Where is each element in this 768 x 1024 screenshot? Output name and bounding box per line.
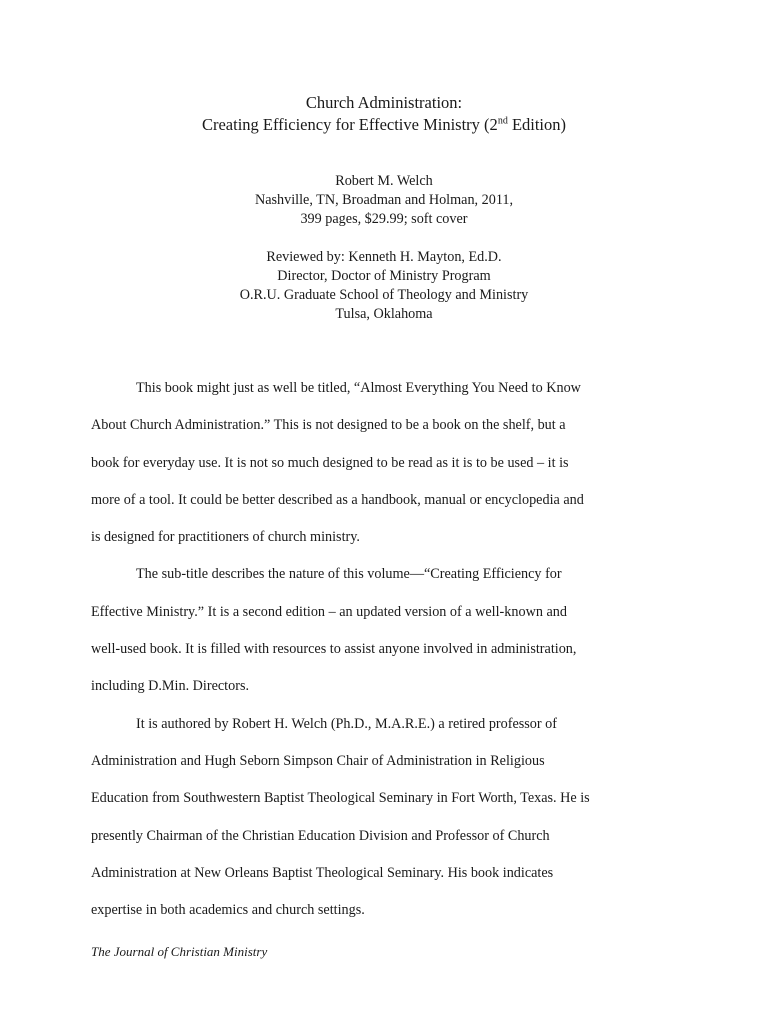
book-info-block bbox=[0, 172, 768, 229]
title-block bbox=[0, 92, 768, 136]
journal-footer: The Journal of Christian Ministry bbox=[91, 944, 268, 959]
book-author: Robert M. Welch bbox=[335, 173, 433, 189]
reviewer-location: Tulsa, Oklahoma bbox=[335, 306, 433, 322]
book-publisher: Nashville, TN, Broadman and Holman, 2011, bbox=[254, 192, 514, 208]
review-body bbox=[91, 377, 691, 936]
paragraph-line: is designed for practitioners of church ministry. bbox=[91, 529, 360, 546]
paragraph-line: Administration and Hugh Seborn Simpson Chair of Administration in Religious bbox=[91, 752, 545, 769]
paragraph-line: This book might just as well be titled, “Almost Everything You Need to Know bbox=[136, 380, 581, 396]
subtitle-text-end: Edition) bbox=[507, 115, 567, 134]
paragraph-line: Effective Ministry.” It is a second edition – an updated version of a well-known and bbox=[91, 603, 567, 620]
reviewer-info-block bbox=[0, 248, 768, 324]
subtitle-superscript: nd bbox=[497, 115, 508, 127]
reviewer-school: O.R.U. Graduate School of Theology and Ministry bbox=[239, 287, 529, 303]
document-title: Church Administration: bbox=[305, 93, 463, 112]
document-subtitle bbox=[0, 114, 768, 136]
reviewer-title: Director, Doctor of Ministry Program bbox=[277, 268, 491, 284]
reviewer-name: Reviewed by: Kenneth H. Mayton, Ed.D. bbox=[266, 249, 502, 265]
paragraph-line: book for everyday use. It is not so much designed to be read as it is to be used – it is bbox=[91, 454, 569, 471]
paragraph-line: It is authored by Robert H. Welch (Ph.D., M.A.R.E.) a retired professor of bbox=[136, 715, 557, 732]
subtitle-text: Creating Efficiency for Effective Ministry (2 bbox=[201, 115, 498, 134]
paragraph-line: more of a tool. It could be better described as a handbook, manual or encyclopedia and bbox=[91, 491, 584, 508]
paragraph-line: Education from Southwestern Baptist Theological Seminary in Fort Worth, Texas. He is bbox=[91, 790, 590, 807]
paragraph-line: well-used book. It is filled with resources to assist anyone involved in administration, bbox=[91, 641, 577, 658]
paragraph-line: presently Chairman of the Christian Education Division and Professor of Church bbox=[91, 827, 550, 844]
paragraph-line: expertise in both academics and church settings. bbox=[91, 902, 365, 919]
paragraph-line: About Church Administration.” This is not designed to be a book on the shelf, but a bbox=[91, 417, 566, 434]
paragraph-line: The sub-title describes the nature of this volume—“Creating Efficiency for bbox=[136, 566, 562, 583]
book-details: 399 pages, $29.99; soft cover bbox=[300, 211, 468, 227]
paragraph-line: including D.Min. Directors. bbox=[91, 678, 250, 695]
paragraph-line: Administration at New Orleans Baptist Theological Seminary. His book indicates bbox=[91, 864, 554, 881]
